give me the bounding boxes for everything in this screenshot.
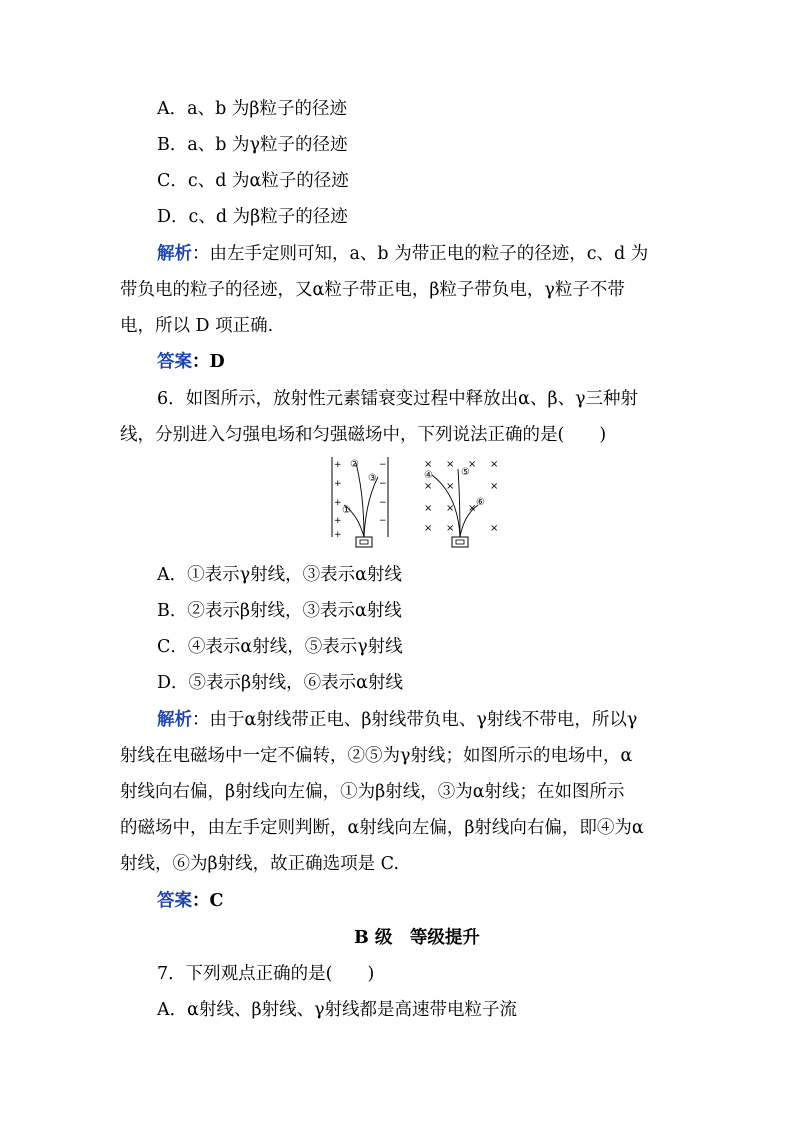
q5-answer-label: 答案	[157, 352, 192, 372]
q5-option-b: B．a、b 为γ粒子的径迹	[157, 135, 348, 155]
q6-analysis-text-1: 由于α射线带正电、β射线带负电、γ射线不带电，所以γ	[209, 710, 638, 730]
q6-answer-label: 答案	[157, 891, 192, 911]
label-6: ⑥	[476, 497, 485, 508]
q6-option-d: D．⑤表示β射线，⑥表示α射线	[157, 673, 403, 693]
q7-option-a: A．α射线、β射线、γ射线都是高速带电粒子流	[157, 1000, 518, 1020]
label-2: ②	[350, 459, 359, 470]
minus-sign: −	[379, 479, 387, 489]
q5-analysis-label: 解析	[157, 244, 192, 264]
q6-analysis-sep: ：	[192, 710, 210, 730]
q6-option-b: B．②表示β射线，③表示α射线	[157, 601, 402, 621]
label-5: ⑤	[461, 467, 470, 478]
plus-sign: +	[334, 460, 342, 470]
q5-option-a: A．a、b 为β粒子的径迹	[157, 99, 347, 119]
label-3: ③	[368, 473, 377, 484]
cross: ×	[424, 459, 433, 470]
label-1: ①	[342, 505, 351, 516]
cross: ×	[446, 459, 455, 470]
q6-analysis-line-4: 的磁场中，由左手定则判断，α射线向左偏，β射线向右偏，即④为α	[120, 818, 644, 838]
cross: ×	[424, 481, 433, 492]
magnetic-field-diagram	[424, 459, 498, 547]
q5-answer-value: ：D	[192, 352, 225, 372]
source-sample-right	[456, 540, 464, 544]
q5-analysis-line-3: 电，所以 D 项正确.	[120, 316, 274, 336]
cross: ×	[490, 459, 499, 470]
ray-path-3	[364, 477, 378, 537]
source-container-right	[452, 537, 468, 547]
q6-analysis-line-1	[157, 708, 637, 732]
cross: ×	[468, 459, 477, 470]
q6-analysis-line-3: 射线向右偏，β射线向左偏，①为β射线，③为α射线；在如图所示	[120, 782, 625, 802]
plus-sign: +	[334, 479, 342, 489]
q6-stem-line-2: 线，分别进入匀强电场和匀强磁场中，下列说法正确的是( )	[120, 425, 607, 445]
minus-sign: −	[379, 460, 387, 470]
q5-option-d: D．c、d 为β粒子的径迹	[157, 207, 348, 227]
q6-stem-line-1: 6．如图所示，放射性元素镭衰变过程中释放出α、β、γ三种射	[157, 389, 639, 409]
cross: ×	[446, 481, 455, 492]
cross: ×	[490, 523, 499, 534]
q6-analysis-line-2: 射线在电磁场中一定不偏转，②⑤为γ射线；如图所示的电场中，α	[120, 746, 633, 766]
cross: ×	[424, 523, 433, 534]
cross: ×	[446, 503, 455, 514]
q6-option-a: A．①表示γ射线，③表示α射线	[157, 565, 402, 585]
minus-signs	[379, 460, 387, 526]
q7-stem: 7．下列观点正确的是( )	[157, 964, 375, 984]
plus-signs	[334, 460, 342, 540]
q6-analysis-label: 解析	[157, 710, 192, 730]
label-4: ④	[424, 470, 433, 481]
q6-option-c: C．④表示α射线，⑤表示γ射线	[157, 637, 403, 657]
q6-analysis-line-5: 射线，⑥为β射线，故正确选项是 C.	[120, 854, 400, 874]
q5-analysis-line-2: 带负电的粒子的径迹，又α粒子带正电，β粒子带负电，γ粒子不带	[120, 280, 625, 300]
q5-analysis-sep: ：	[192, 244, 210, 264]
cross: ×	[424, 503, 433, 514]
q5-answer	[157, 350, 225, 374]
plus-sign: +	[334, 498, 342, 508]
source-sample-left	[360, 540, 368, 544]
electric-field-diagram	[332, 457, 388, 547]
q5-option-c: C．c、d 为α粒子的径迹	[157, 171, 349, 191]
source-container-left	[356, 537, 372, 547]
q6-figure	[328, 455, 508, 555]
plus-sign: +	[334, 530, 342, 540]
q6-answer-value: ：C	[192, 891, 224, 911]
cross: ×	[490, 481, 499, 492]
q5-analysis-text-1: 由左手定则可知，a、b 为带正电的粒子的径迹，c、d 为	[209, 244, 649, 264]
q5-analysis-line-1	[157, 242, 648, 266]
cross: ×	[446, 523, 455, 534]
cross: ×	[468, 503, 477, 514]
minus-sign: −	[379, 498, 387, 508]
section-title: B 级 等级提升	[354, 928, 480, 948]
minus-sign: −	[379, 516, 387, 526]
plus-sign: +	[334, 516, 342, 526]
q6-answer	[157, 889, 223, 913]
